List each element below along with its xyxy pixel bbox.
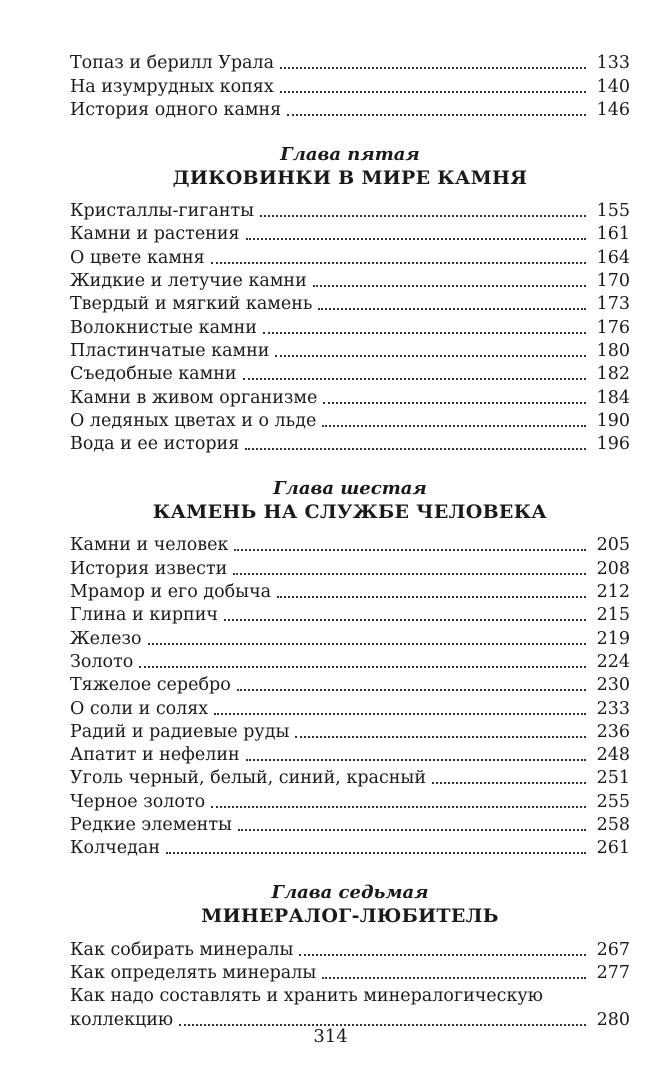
toc-entry: [70, 316, 630, 339]
toc-entry: [70, 814, 630, 837]
entry-page-number: 176: [596, 317, 630, 338]
toc-entry: [70, 557, 630, 580]
entry-title: Как собирать минералы: [70, 939, 294, 960]
toc-entry: [70, 697, 630, 720]
entry-page-number: 161: [596, 224, 630, 245]
entry-title: Мрамор и его добыча: [70, 582, 272, 603]
toc-entry: [70, 386, 630, 409]
dot-leader: [280, 67, 586, 69]
toc-entry: [70, 293, 630, 316]
entry-page-number: 236: [596, 721, 630, 742]
entry-title: Камни в живом организме: [70, 387, 318, 408]
entry-title: Кристаллы-гиганты: [70, 201, 255, 222]
table-of-contents: [70, 52, 630, 1032]
chapter-heading: [70, 144, 630, 190]
toc-section: [70, 882, 630, 1031]
entry-page-number: 190: [596, 410, 630, 431]
entry-title: О цвете камня: [70, 247, 205, 268]
entry-page-number: 261: [596, 838, 630, 859]
entry-title: Колчедан: [70, 838, 160, 859]
dot-leader: [245, 448, 586, 450]
chapter-title: КАМЕНЬ НА СЛУЖБЕ ЧЕЛОВЕКА: [152, 501, 548, 524]
entry-page-number: 248: [596, 745, 630, 766]
dot-leader: [237, 689, 586, 691]
dot-leader: [299, 954, 586, 956]
toc-entry: [70, 744, 630, 767]
entry-page-number: 170: [596, 271, 630, 292]
entry-page-number: 258: [596, 815, 630, 836]
toc-entry: [70, 790, 630, 813]
page-number: 314: [313, 1026, 348, 1047]
dot-leader: [233, 573, 586, 575]
dot-leader: [211, 806, 586, 808]
dot-leader: [322, 425, 586, 427]
entry-page-number: 182: [596, 364, 630, 385]
dot-leader: [234, 549, 586, 551]
dot-leader: [148, 643, 586, 645]
dot-leader: [313, 285, 586, 287]
dot-leader: [432, 782, 586, 784]
entry-title: Твердый и мягкий камень: [70, 294, 313, 315]
entry-page-number: 208: [596, 558, 630, 579]
dot-leader: [263, 332, 586, 334]
entry-page-number: 267: [596, 939, 630, 960]
entry-title: Волокнистые камни: [70, 317, 257, 338]
toc-entry: [70, 962, 630, 985]
chapter-label: Глава пятая: [280, 143, 420, 165]
entry-title: Топаз и берилл Урала: [70, 53, 275, 74]
entry-title: Железо: [70, 628, 142, 649]
toc-entry: [70, 363, 630, 386]
toc-entry: [70, 200, 630, 223]
toc-entry: [70, 837, 630, 860]
chapter-heading: [70, 478, 630, 524]
dot-leader: [246, 238, 586, 240]
dot-leader: [295, 736, 586, 738]
entry-page-number: 196: [596, 434, 630, 455]
dot-leader: [243, 378, 586, 380]
entry-title: Глина и кирпич: [70, 605, 218, 626]
entry-title: Золото: [70, 651, 134, 672]
toc-entry: [70, 340, 630, 363]
chapter-label: Глава шестая: [273, 478, 427, 500]
entry-page-number: 146: [596, 99, 630, 120]
chapter-heading: [70, 882, 630, 928]
dot-leader: [246, 759, 586, 761]
toc-entry: [70, 651, 630, 674]
dot-leader: [211, 262, 586, 264]
entry-page-number: 219: [596, 628, 630, 649]
entry-page-number: 233: [596, 698, 630, 719]
entry-title: Пластинчатые камни: [70, 340, 270, 361]
dot-leader: [323, 402, 586, 404]
toc-entry: [70, 410, 630, 433]
entry-page-number: 184: [596, 387, 630, 408]
dot-leader: [287, 114, 586, 116]
entry-page-number: 277: [596, 962, 630, 983]
toc-section: [70, 478, 630, 860]
toc-entry: [70, 581, 630, 604]
entry-title: О ледяных цветах и о льде: [70, 410, 317, 431]
toc-entry: [70, 985, 630, 1032]
toc-entry: [70, 223, 630, 246]
toc-entry: [70, 721, 630, 744]
entry-title: Как надо составлять и хранить минералогическую: [70, 985, 543, 1006]
chapter-title: ДИКОВИНКИ В МИРЕ КАМНЯ: [172, 166, 528, 189]
dot-leader: [260, 215, 586, 217]
entry-title: История одного камня: [70, 99, 282, 120]
dot-leader: [318, 308, 586, 310]
entry-title: Жидкие и летучие камни: [70, 271, 307, 292]
entry-page-number: 255: [596, 791, 630, 812]
dot-leader: [139, 666, 586, 668]
toc-entry: [70, 75, 630, 98]
entry-title: Редкие элементы: [70, 815, 232, 836]
toc-entry: [70, 674, 630, 697]
entry-page-number: 155: [596, 201, 630, 222]
entry-page-number: 133: [596, 53, 630, 74]
toc-entry: [70, 534, 630, 557]
chapter-label: Глава седьмая: [271, 882, 429, 904]
dot-leader: [214, 713, 586, 715]
entry-page-number: 164: [596, 247, 630, 268]
dot-leader: [280, 91, 586, 93]
toc-entry: [70, 246, 630, 269]
entry-title: Тяжелое серебро: [70, 675, 231, 696]
dot-leader: [166, 852, 586, 854]
dot-leader: [275, 355, 586, 357]
entry-title: Апатит и нефелин: [70, 745, 240, 766]
entry-page-number: 205: [596, 535, 630, 556]
toc-entry: [70, 99, 630, 122]
toc-entry: [70, 270, 630, 293]
entry-title: Как определять минералы: [70, 962, 317, 983]
entry-page-number: 215: [596, 605, 630, 626]
entry-title: На изумрудных копях: [70, 76, 274, 97]
dot-leader: [277, 596, 586, 598]
dot-leader: [238, 829, 586, 831]
entry-title-continued: коллекцию: [70, 1009, 174, 1030]
toc-entry: [70, 604, 630, 627]
entry-page-number: 212: [596, 582, 630, 603]
entry-title: Вода и ее история: [70, 434, 240, 455]
entry-title: Съедобные камни: [70, 364, 237, 385]
toc-section: [70, 144, 630, 456]
entry-page-number: 180: [596, 340, 630, 361]
entry-title: Камни и человек: [70, 535, 229, 556]
entry-page-number: 230: [596, 675, 630, 696]
entry-page-number: 280: [596, 1009, 630, 1030]
chapter-title: МИНЕРАЛОГ-ЛЮБИТЕЛЬ: [201, 905, 499, 928]
toc-entry: [70, 52, 630, 75]
toc-entry: [70, 938, 630, 961]
entry-title: О соли и солях: [70, 698, 209, 719]
entry-title: Уголь черный, белый, синий, красный: [70, 768, 427, 789]
entry-title: История извести: [70, 558, 228, 579]
toc-entry: [70, 433, 630, 456]
entry-page-number: 173: [596, 294, 630, 315]
toc-entry: [70, 627, 630, 650]
toc-section: [70, 52, 630, 122]
entry-title: Камни и растения: [70, 224, 240, 245]
entry-title: Черное золото: [70, 791, 206, 812]
entry-page-number: 224: [596, 651, 630, 672]
toc-entry: [70, 767, 630, 790]
entry-title: Радий и радиевые руды: [70, 721, 290, 742]
dot-leader: [322, 977, 586, 979]
entry-page-number: 251: [596, 768, 630, 789]
dot-leader: [224, 619, 586, 621]
entry-page-number: 140: [596, 76, 630, 97]
